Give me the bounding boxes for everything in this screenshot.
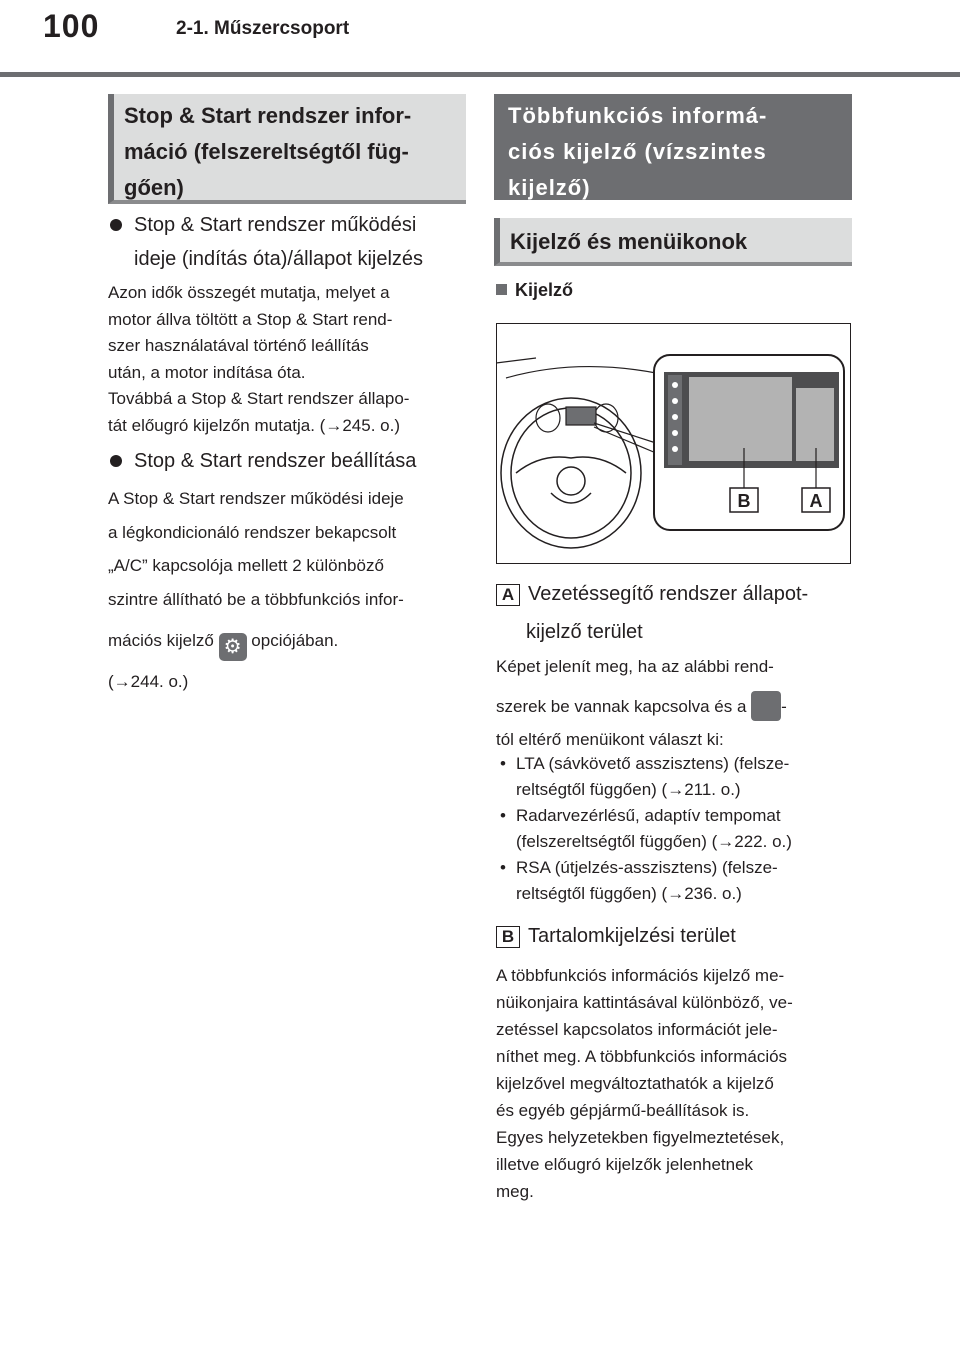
para-line: motor állva töltött a Stop & Start rend-: [108, 309, 393, 329]
para-line: Azon idők összegét mutatja, melyet a: [108, 283, 390, 302]
para-text: opciójában.: [251, 631, 339, 650]
heading-line: gően): [124, 175, 184, 200]
section-title: 2-1. Műszercsoport: [176, 18, 350, 39]
display-figure: [496, 323, 851, 564]
content-area-b: [689, 377, 792, 461]
paragraph: [108, 280, 468, 439]
bullet-line: Stop & Start rendszer beállítása: [134, 450, 417, 472]
subheading-text: Kijelző: [515, 280, 574, 300]
multifunction-heading: [494, 94, 852, 200]
paragraph: [108, 482, 468, 699]
para-line: szer használatával történő leállítás: [108, 336, 369, 355]
para-line: níthet meg. A többfunkciós információs: [496, 1047, 788, 1066]
square-bullet-icon: [496, 284, 507, 295]
para-line: meg.: [496, 1182, 534, 1201]
heading-line: ciós kijelző (vízszintes: [508, 139, 767, 164]
para-line: a légkondicionáló rendszer bekapcsolt: [108, 522, 397, 542]
title-line: kijelző terület: [526, 621, 643, 643]
para-line: tát előugró kijelzőn mutatja. (→245. o.): [108, 415, 400, 435]
heading-line: Kijelző és menüikonok: [510, 229, 748, 254]
list-line: Radarvezérlésű, adaptív tempomat: [516, 806, 781, 825]
para-line: szintre állítható be a többfunkciós infor-: [108, 589, 404, 609]
list-item: • LTA (sávkövető asszisztens) (felsze- reltségtől függően) (→211. o.): [496, 751, 856, 803]
header-rule: [0, 72, 960, 77]
bullet-item: [110, 208, 470, 276]
para-line: kijelzővel megváltoztathatók a kijelző: [496, 1074, 774, 1093]
para-line: [108, 624, 468, 661]
list-line: reltségtől függően) (→236. o.): [516, 884, 742, 903]
para-text: -: [781, 696, 787, 716]
para-line: illetve előugró kijelzők jelenhetnek: [496, 1155, 754, 1174]
paragraph: [496, 1124, 856, 1205]
label-a: A: [496, 584, 520, 606]
system-list: [496, 751, 856, 907]
driving-assist-icon: [751, 691, 781, 721]
heading-line: Többfunkciós informá-: [508, 103, 768, 128]
display-menu-heading: [494, 218, 852, 266]
para-text: szerek be vannak kapcsolva és a: [496, 696, 747, 716]
para-line: zetéssel kapcsolatos információt jele-: [496, 1020, 778, 1039]
title-text: Tartalomkijelzési terület: [528, 925, 736, 947]
figure-label-a: A: [809, 491, 823, 511]
figure-label-b: B: [737, 491, 751, 511]
list-item: • RSA (útjelzés-asszisztens) (felsze- reltségtől függően) (→236. o.): [496, 855, 856, 907]
para-line: [496, 690, 856, 724]
para-line: Továbbá a Stop & Start rendszer állapo-: [108, 389, 410, 408]
bullet-line: Stop & Start rendszer működési: [134, 214, 417, 236]
list-line: LTA (sávkövető asszisztens) (felsze-: [516, 754, 790, 773]
para-line: „A/C” kapcsolója mellett 2 különböző: [108, 556, 384, 575]
heading-line: kijelző): [508, 175, 591, 200]
heading-line: Stop & Start rendszer infor-: [124, 103, 412, 128]
bullet-dot: [110, 455, 122, 467]
para-line: és egyéb gépjármű-beállítások is.: [496, 1101, 750, 1120]
bullet-line: ideje (indítás óta)/állapot kijelzés: [134, 248, 424, 270]
area-a-title: [496, 578, 856, 648]
label-b: B: [496, 926, 520, 948]
list-item: • Radarvezérlésű, adaptív tempomat (felszereltségtől függően) (→222. o.): [496, 803, 856, 855]
paragraph: [496, 962, 856, 1124]
bullet-dot: [110, 219, 122, 231]
page-number: 100: [43, 8, 100, 44]
heading-line: máció (felszereltségtől füg-: [124, 139, 409, 164]
para-line: nüikonjaira kattintásával különböző, ve-: [496, 993, 793, 1012]
gear-icon: ⚙: [219, 633, 247, 661]
para-line: Egyes helyzetekben figyelmeztetések,: [496, 1128, 785, 1147]
list-line: RSA (útjelzés-asszisztens) (felsze-: [516, 858, 778, 877]
title-text: Vezetéssegítő rendszer állapot-: [528, 583, 809, 605]
area-b-title: [496, 920, 856, 952]
list-line: (felszereltségtől függően) (→222. o.): [516, 832, 792, 851]
subheading: [496, 280, 573, 301]
status-area-a: [796, 388, 834, 461]
para-line: után, a motor indítása óta.: [108, 362, 306, 382]
stop-start-heading: [108, 94, 466, 204]
list-line: reltségtől függően) (→211. o.): [516, 780, 741, 799]
paragraph: [496, 650, 856, 753]
para-line: A Stop & Start rendszer működési ideje: [108, 489, 404, 508]
para-line: A többfunkciós információs kijelző me-: [496, 966, 785, 985]
para-line: Képet jelenít meg, ha az alábbi rend-: [496, 657, 774, 676]
para-line: tól eltérő menüikont választ ki:: [496, 730, 724, 749]
title-line: [496, 578, 856, 610]
para-line: (→244. o.): [108, 672, 189, 691]
bullet-item: [110, 444, 470, 478]
para-text: mációs kijelző: [108, 631, 214, 650]
